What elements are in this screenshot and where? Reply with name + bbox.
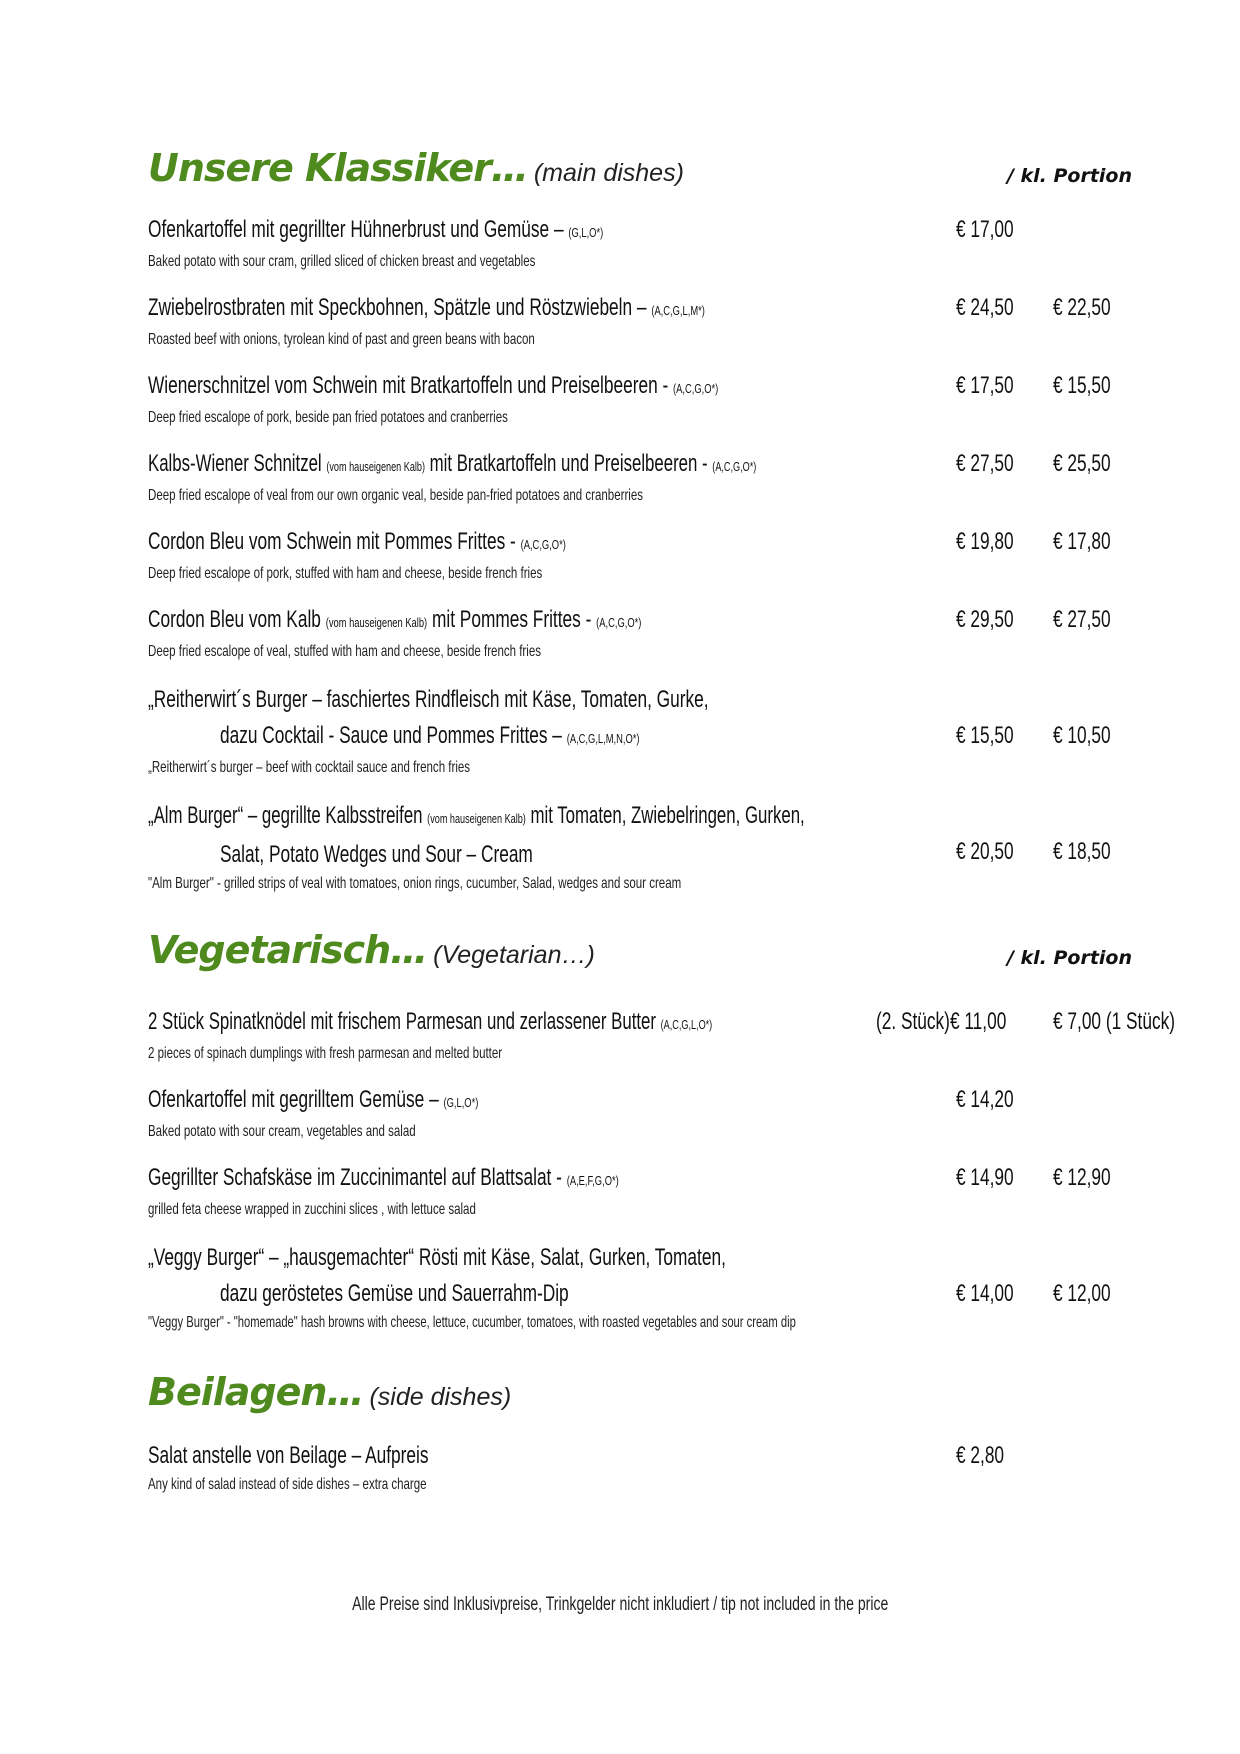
price-small-portion: € 10,50 — [1053, 722, 1111, 749]
menu-item: „Reitherwirt´s Burger – faschiertes Rindfleisch mit Käse, Tomaten, Gurke, dazu Cocktail - Sauce und Pommes Frittes – (A,C,G,L,M,N,O*) „Reitherwirt´s burger – beef with cocktail sauce and french fries € 15,50 € 10,50 — [148, 686, 1111, 776]
price-footnote: Alle Preise sind Inklusivpreise, Trinkgelder nicht inkludiert / tip not included in the price — [351, 1594, 889, 1615]
price-small-portion: € 17,80 — [1053, 528, 1111, 555]
small-portion-label: / kl. Portion — [1006, 165, 1132, 187]
section-subtitle: (main dishes) — [533, 159, 684, 187]
price-small-portion: € 27,50 — [1053, 606, 1111, 633]
price-regular: € 19,80 — [956, 528, 1014, 555]
menu-item: Salat anstelle von Beilage – Aufpreis Any kind of salad instead of side dishes – extra charge € 2,80 — [148, 1438, 1200, 1496]
section-subtitle: (side dishes) — [369, 1383, 512, 1411]
menu-item: Zwiebelrostbraten mit Speckbohnen, Spätzle und Röstzwiebeln – (A,C,G,L,M*) Roasted beef with onions, tyrolean kind of past and green beans with bacon € 24,50 € 22,50 — [148, 290, 1200, 351]
section-subtitle: (Vegetarian…) — [433, 941, 595, 969]
price-regular: € 2,80 — [956, 1442, 1005, 1469]
price-small-portion: € 18,50 — [1053, 838, 1111, 865]
menu-item: Kalbs-Wiener Schnitzel (vom hauseigenen Kalb) mit Bratkartoffeln und Preiselbeeren - (A,C,G,O*) Deep fried escalope of veal from our own organic veal, beside pan-fried potatoes and cranberries € 27,50 € 25,50 — [148, 446, 1200, 507]
price-regular: € 20,50 — [956, 838, 1014, 865]
section-title: Unsere Klassiker… — [148, 146, 528, 190]
price-small-portion: € 12,00 — [1053, 1280, 1111, 1307]
menu-item: 2 Stück Spinatknödel mit frischem Parmesan und zerlassener Butter (A,C,G,L,O*) 2 pieces of spinach dumplings with fresh parmesan and melted butter (2. Stück)€ 11,00 € 7,00 (1 Stück) — [148, 1004, 1200, 1065]
menu-item: Wienerschnitzel vom Schwein mit Bratkartoffeln und Preiselbeeren - (A,C,G,O*) Deep fried escalope of pork, beside pan fried potatoes and cranberries € 17,50 € 15,50 — [148, 368, 1200, 429]
menu-item: Ofenkartoffel mit gegrillter Hühnerbrust und Gemüse – (G,L,O*) Baked potato with sour cram, grilled sliced of chicken breast and vegetables € 17,00 — [148, 212, 1200, 273]
price-regular: € 17,50 — [956, 372, 1014, 399]
price-regular: € 29,50 — [956, 606, 1014, 633]
price-regular: € 15,50 — [956, 722, 1014, 749]
menu-item: Gegrillter Schafskäse im Zuccinimantel auf Blattsalat - (A,E,F,G,O*) grilled feta cheese wrapped in zucchini slices , with lettuce salad € 14,90 € 12,90 — [148, 1160, 1200, 1221]
price-small-portion: € 12,90 — [1053, 1164, 1111, 1191]
section-heading-main-dishes — [148, 146, 684, 190]
small-portion-label: / kl. Portion — [1006, 947, 1132, 969]
menu-item: „Alm Burger“ – gegrillte Kalbsstreifen (vom hauseigenen Kalb) mit Tomaten, Zwiebelringen, Gurken, Salat, Potato Wedges und Sour – Cream "Alm Burger" - grilled strips of veal with tomatoes, onion rings, cucumber, Salad, wedges and sour cream € 20,50 € 18,50 — [148, 802, 1111, 892]
price-small-portion: € 15,50 — [1053, 372, 1111, 399]
menu-item: „Veggy Burger“ – „hausgemachter“ Rösti mit Käse, Salat, Gurken, Tomaten, dazu geröstetes Gemüse und Sauerrahm-Dip "Veggy Burger" - "homemade" hash browns with cheese, lettuce, cucumber, tomatoes, with roasted vegetables and sour cream dip € 14,00 € 12,00 — [148, 1244, 1111, 1331]
section-title: Vegetarisch… — [148, 928, 428, 972]
price-regular: (2. Stück)€ 11,00 — [876, 1008, 1007, 1035]
price-regular: € 17,00 — [956, 216, 1014, 243]
price-regular: € 24,50 — [956, 294, 1014, 321]
menu-item: Cordon Bleu vom Kalb (vom hauseigenen Kalb) mit Pommes Frittes - (A,C,G,O*) Deep fried escalope of veal, stuffed with ham and cheese, beside french fries € 29,50 € 27,50 — [148, 602, 1200, 663]
price-small-portion: € 22,50 — [1053, 294, 1111, 321]
price-regular: € 14,20 — [956, 1086, 1014, 1113]
price-small-portion: € 25,50 — [1053, 450, 1111, 477]
menu-item: Cordon Bleu vom Schwein mit Pommes Frittes - (A,C,G,O*) Deep fried escalope of pork, stuffed with ham and cheese, beside french fries € 19,80 € 17,80 — [148, 524, 1200, 585]
price-small-portion: € 7,00 (1 Stück) — [1053, 1008, 1175, 1035]
price-regular: € 14,90 — [956, 1164, 1014, 1191]
menu-item: Ofenkartoffel mit gegrilltem Gemüse – (G,L,O*) Baked potato with sour cream, vegetables and salad € 14,20 — [148, 1082, 1200, 1143]
price-regular: € 14,00 — [956, 1280, 1014, 1307]
section-title: Beilagen… — [148, 1370, 364, 1414]
section-heading-side-dishes — [148, 1370, 511, 1414]
section-heading-vegetarian — [148, 928, 595, 972]
price-regular: € 27,50 — [956, 450, 1014, 477]
